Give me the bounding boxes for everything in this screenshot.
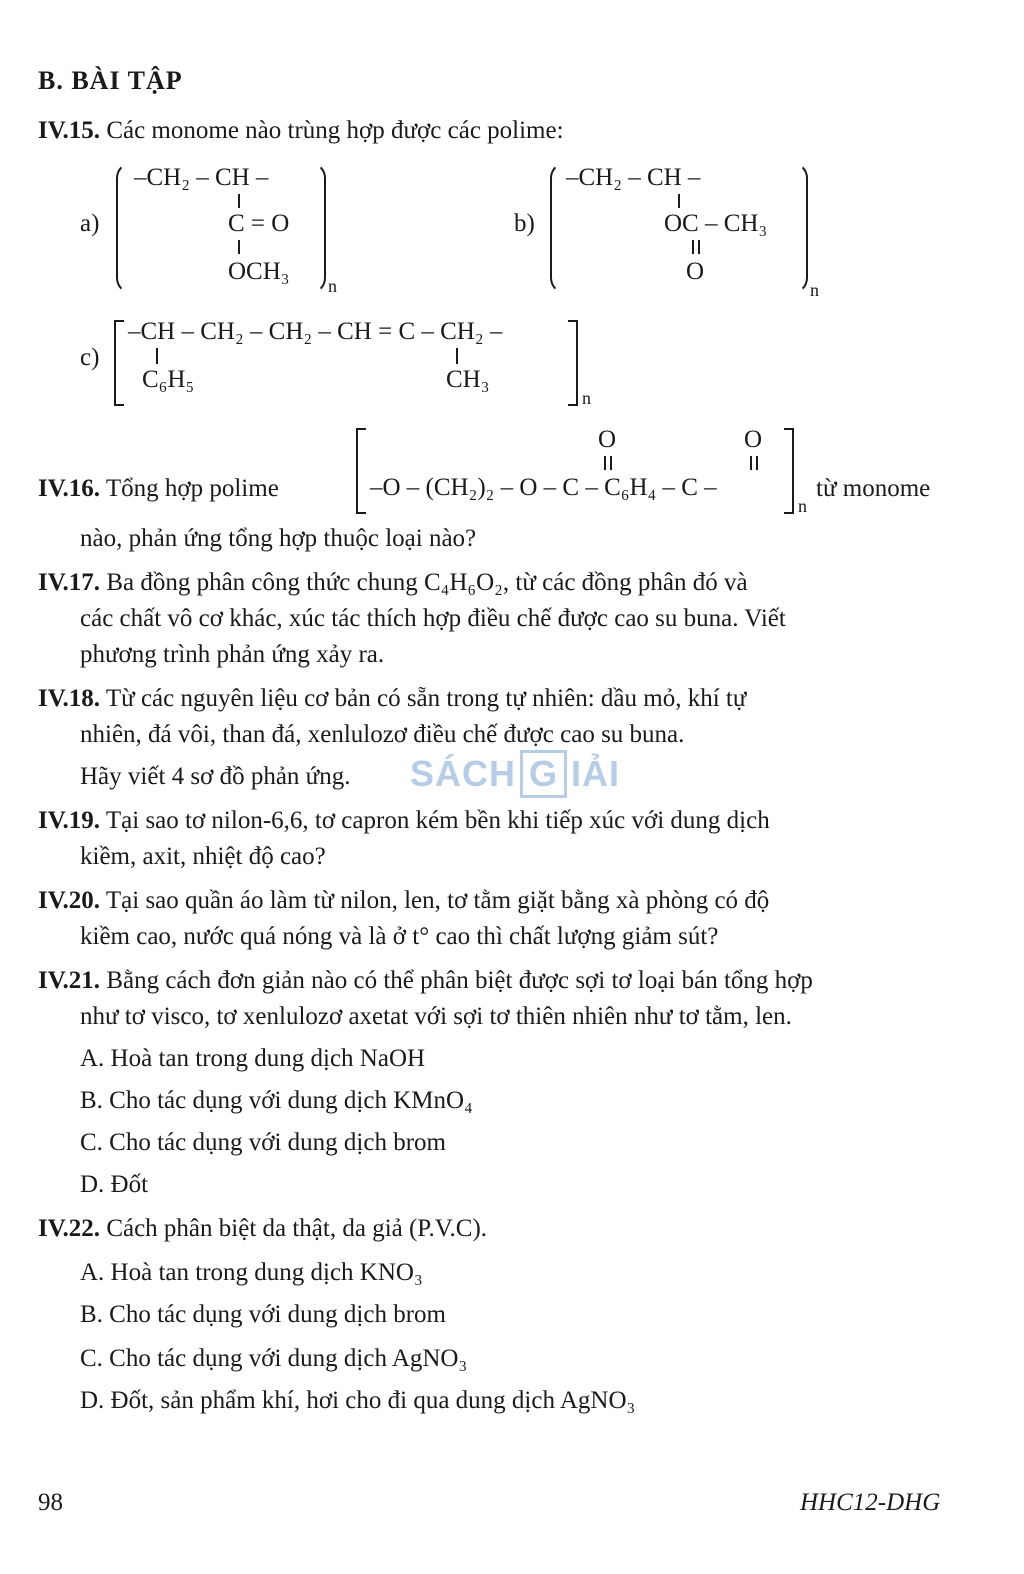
single-bond	[156, 348, 158, 364]
exercise-text: Bằng cách đơn giản nào có thể phân biệt được sợi tơ loại bán tổng hợp	[106, 967, 813, 994]
exercise-number: IV.20.	[38, 887, 101, 914]
exercise-iv15	[38, 116, 564, 146]
formula-row: –CH₂ – CH –	[134, 164, 269, 191]
exercise-text: Tại sao quần áo làm từ nilon, len, tơ tằm giặt bằng xà phòng có độ	[105, 887, 770, 914]
watermark-logo: SÁCH G IẢI	[410, 750, 620, 798]
answer-option-a: A. Hoà tan trong dung dịch KNO₃	[80, 1259, 423, 1286]
substituent: CH₃	[446, 366, 490, 393]
repeat-index: n	[582, 388, 591, 408]
double-bond	[750, 456, 752, 470]
formula-label: a)	[80, 210, 100, 237]
exercise-number: IV.21.	[38, 967, 101, 994]
right-parenthesis	[792, 162, 808, 294]
exercise-number: IV.18.	[38, 685, 101, 712]
exercise-text: Ba đồng phân công thức chung C₄H₆O₂, từ các đồng phân đó và	[106, 569, 748, 596]
right-bracket	[784, 428, 794, 514]
carbonyl-oxygen: O	[598, 426, 617, 453]
polymer-formula: –O – (CH₂)₂ – O – C – C₆H₄ – C –	[370, 474, 717, 501]
exercise-number: IV.16.	[38, 475, 101, 502]
exercise-number: IV.17.	[38, 569, 101, 596]
answer-option-b: B. Cho tác dụng với dung dịch KMnO₄	[80, 1087, 473, 1114]
double-bond	[692, 240, 694, 254]
answer-option-c: C. Cho tác dụng với dung dịch brom	[80, 1129, 446, 1156]
right-parenthesis	[310, 162, 326, 294]
formula-label: c)	[80, 344, 100, 371]
formula-row: –CH – CH₂ – CH₂ – CH = C – CH₂ –	[128, 318, 503, 345]
double-bond	[604, 456, 606, 470]
single-bond	[238, 240, 240, 254]
repeat-index: n	[810, 280, 819, 300]
answer-option-d: D. Đốt	[80, 1171, 149, 1198]
formula-row: OC – CH₃	[664, 210, 768, 237]
answer-option-b: B. Cho tác dụng với dung dịch brom	[80, 1301, 446, 1328]
section-title: B. BÀI TẬP	[38, 66, 183, 95]
exercise-text: nào, phản ứng tổng hợp thuộc loại nào?	[80, 525, 477, 552]
answer-option-a: A. Hoà tan trong dung dịch NaOH	[80, 1045, 426, 1072]
formula-label: b)	[514, 210, 535, 237]
exercise-text: Hãy viết 4 sơ đồ phản ứng.	[80, 763, 351, 790]
left-parenthesis	[550, 162, 566, 294]
single-bond	[678, 194, 680, 208]
double-bond	[698, 240, 700, 254]
exercise-text: từ monome	[816, 475, 931, 502]
repeat-index: n	[328, 276, 337, 296]
single-bond	[456, 348, 458, 364]
carbonyl-oxygen: O	[744, 426, 763, 453]
formula-row: –CH₂ – CH –	[566, 164, 701, 191]
left-bracket	[356, 428, 366, 514]
exercise-text: kiềm cao, nước quá nóng và là ở t° cao thì chất lượng giảm sút?	[80, 923, 719, 950]
exercise-text: Tổng hợp polime	[105, 475, 279, 502]
left-parenthesis	[116, 162, 132, 294]
right-bracket	[568, 320, 578, 406]
exercise-text: Tại sao tơ nilon-6,6, tơ capron kém bền khi tiếp xúc với dung dịch	[105, 807, 770, 834]
book-code: HHC12-DHG	[800, 1489, 941, 1516]
left-bracket	[114, 320, 124, 406]
formula-row: OCH₃	[228, 258, 290, 285]
single-bond	[238, 194, 240, 208]
answer-option-d: D. Đốt, sản phẩm khí, hơi cho đi qua dung dịch AgNO₃	[80, 1387, 636, 1414]
page-number: 98	[38, 1489, 63, 1516]
double-bond	[756, 456, 758, 470]
formula-row: C = O	[228, 210, 290, 237]
exercise-number: IV.22.	[38, 1215, 101, 1242]
exercise-text: Cách phân biệt da thật, da giả (P.V.C).	[106, 1215, 488, 1242]
exercise-text: các chất vô cơ khác, xúc tác thích hợp điều chế được cao su buna. Viết	[80, 605, 786, 632]
exercise-number: IV.19.	[38, 807, 101, 834]
exercise-text: phương trình phản ứng xảy ra.	[80, 641, 385, 668]
double-bond	[610, 456, 612, 470]
formula-row: O	[686, 258, 705, 285]
repeat-index: n	[798, 496, 807, 516]
exercise-text: nhiên, đá vôi, than đá, xenlulozơ điều chế được cao su buna.	[80, 721, 685, 748]
exercise-text: như tơ visco, tơ xenlulozơ axetat với sợi tơ thiên nhiên như tơ tằm, len.	[80, 1003, 792, 1030]
answer-option-c: C. Cho tác dụng với dung dịch AgNO₃	[80, 1345, 468, 1372]
exercise-text: Từ các nguyên liệu cơ bản có sẵn trong tự nhiên: dầu mỏ, khí tự	[105, 685, 747, 712]
exercise-text: kiềm, axit, nhiệt độ cao?	[80, 843, 326, 870]
substituent: C₆H₅	[142, 366, 195, 393]
exercise-text: Các monome nào trùng hợp được các polime:	[106, 117, 564, 144]
exercise-number: IV.15.	[38, 117, 101, 144]
